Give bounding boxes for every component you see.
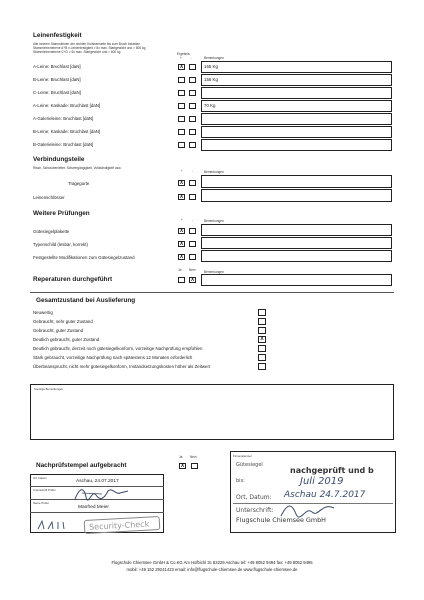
col-ergebnis: Ergebnis <box>177 52 190 56</box>
remark-field[interactable] <box>201 189 392 202</box>
checkbox-zustand[interactable] <box>258 327 266 334</box>
checkbox-ja[interactable] <box>178 277 185 283</box>
checkbox-plus[interactable]: X <box>179 241 184 247</box>
checkbox-minus[interactable] <box>189 194 196 200</box>
footer-contact: mobil: +49 152 29241423 email: info@flugschule-chiemsee.de www.flugschule-chiemsee.de <box>126 567 298 572</box>
row-label: A-Galerieleine: Bruchlast [daN] <box>33 116 94 121</box>
signature-pruefer <box>72 485 132 503</box>
row-label: Typenschild (lesbar, korrekt) <box>33 242 88 247</box>
section-title-verbindungsteile: Verbindungsteile <box>33 156 85 163</box>
section-title-nachpruefstempel: Nachprüfstempel aufgebracht <box>36 462 127 469</box>
list-item-label: Überbeansprucht, nicht mehr gütesiegelkonform, Instandsetzungskosten höher als Zeitwert <box>33 364 211 369</box>
checkbox-minus[interactable] <box>189 142 196 148</box>
checkbox-plus[interactable] <box>178 129 185 135</box>
checkbox-plus[interactable] <box>178 90 185 96</box>
list-item-label: Gebraucht, guter Zustand <box>33 328 84 333</box>
verbindung-note: Risse, Schraubenleiter, Schwergängigkeit, Vollständigkeit usw. <box>33 166 122 170</box>
ort-datum-value[interactable]: Aschau, 24.07.2017 <box>76 479 119 484</box>
checkbox-minus[interactable] <box>189 77 196 83</box>
col-bemerkungen: Bemerkungen <box>204 170 224 174</box>
list-item-label: Stark gebraucht, vorzeitige Nachprüfung nach spätestens 12 Monaten erforderlich <box>33 355 193 360</box>
row-label: A-Leine: Kaskade: Bruchlast [daN] <box>33 103 101 108</box>
stamp-ort-value: Aschau 24.7.2017 <box>284 490 366 500</box>
checkbox-ja[interactable]: X <box>180 463 185 469</box>
row-label: A-Leine: Bruchlast [daN] <box>33 64 81 69</box>
col-plus: + <box>181 218 183 222</box>
col-minus: - <box>192 169 194 173</box>
col-minus: - <box>191 56 193 60</box>
section-title-gesamtzustand: Gesamtzustand bei Auslieferung <box>36 297 136 304</box>
checkbox-minus[interactable] <box>189 64 196 70</box>
row-label: B-Leine: Kaskade: Bruchlast [daN] <box>33 129 101 134</box>
col-bemerkungen: Bemerkungen <box>204 219 224 223</box>
row-label: Tragegurte <box>68 181 90 186</box>
checkbox-plus[interactable]: X <box>179 228 184 234</box>
checkbox-plus[interactable] <box>178 77 185 83</box>
checkbox-zustand[interactable]: X <box>258 336 266 343</box>
list-item-label: Neuwertig <box>33 310 53 315</box>
checkbox-nein[interactable] <box>191 463 198 469</box>
remark-field[interactable] <box>201 250 392 262</box>
row-label: Leinenschlösser <box>33 195 65 200</box>
divider <box>30 292 394 293</box>
checkbox-minus[interactable] <box>189 228 196 234</box>
checkbox-plus[interactable] <box>178 142 185 148</box>
checkbox-plus[interactable]: X <box>179 64 184 70</box>
checkbox-nein[interactable]: X <box>190 277 195 283</box>
checkbox-plus[interactable]: X <box>179 180 184 186</box>
stamp-unterschrift-label: Unterschrift: <box>236 507 274 514</box>
checkbox-minus[interactable] <box>189 116 196 122</box>
row-label: Festgestellte Modifikationen zum Gütesiegelzustand <box>33 255 135 260</box>
section-title-leinenfestigkeit: Leinenfestigkeit <box>33 32 82 39</box>
remark-field[interactable] <box>201 87 392 99</box>
stamp-line-1: Gütesiegel <box>236 462 263 468</box>
row-label: B-Leine: Bruchlast [daN] <box>33 77 81 82</box>
row-label: B-Galerieleine: Bruchlast [daN] <box>33 142 94 147</box>
stamp-ort-label: Ort, Datum: <box>236 494 272 501</box>
leinen-note: Alle inneren Stammleinen der rechten Kulissenseite bis zum Bruch belasten <box>33 42 141 46</box>
row-value: 70 Kg <box>204 102 216 108</box>
col-bemerkungen: Bemerkungen <box>204 270 224 274</box>
stamp-date: Juli 2019 <box>300 476 344 487</box>
unterschrift-pruefer-label: Unterschrift Prüfer <box>33 488 56 492</box>
checkbox-zustand[interactable] <box>258 309 266 316</box>
stamp-line-2: nachgeprüft und b <box>290 466 374 475</box>
checkbox-minus[interactable] <box>189 103 196 109</box>
name-pruefer-value[interactable]: Manfred Meier <box>78 505 109 510</box>
security-check-stamp: Security-Check <box>84 516 161 534</box>
remark-field[interactable] <box>201 175 392 188</box>
checkbox-plus[interactable] <box>178 116 185 122</box>
ort-datum-label: Ort, Datum <box>33 476 47 480</box>
list-item-label: Deutlich gebraucht, guter Zustand <box>33 337 100 342</box>
remark-field[interactable] <box>201 61 392 73</box>
checkbox-zustand[interactable] <box>258 318 266 325</box>
remark-field[interactable] <box>201 74 392 86</box>
remark-field[interactable] <box>201 274 392 286</box>
section-title-reparaturen: Reperaturen durchgeführt <box>33 276 113 283</box>
row-label: C-Leine: Bruchlast [daN] <box>33 90 81 95</box>
firmenstempel-label: Firmenstempel <box>233 454 252 458</box>
remark-field[interactable] <box>201 100 392 112</box>
checkbox-plus[interactable]: X <box>179 254 184 260</box>
initials-signature <box>36 518 72 532</box>
divider <box>30 512 164 513</box>
col-nein: Nein <box>189 268 196 272</box>
section-title-weitere-pruefungen: Weitere Prüfungen <box>33 210 90 217</box>
checkbox-zustand[interactable] <box>258 354 266 361</box>
checkbox-zustand[interactable] <box>258 363 266 370</box>
col-plus: + <box>180 56 182 60</box>
col-nein: Nein <box>190 455 197 459</box>
checkbox-minus[interactable] <box>189 129 196 135</box>
list-item-label: Gebraucht, sehr guter Zustand <box>33 319 93 324</box>
remark-field[interactable] <box>201 224 392 236</box>
row-label: Gütesiegelplakette <box>33 229 70 234</box>
sonstige-label: Sonstige Bemerkungen <box>34 387 64 391</box>
checkbox-plus[interactable]: X <box>179 194 184 200</box>
row-value: 156 Kg <box>204 76 218 82</box>
checkbox-minus[interactable] <box>189 254 196 260</box>
col-ja: Ja <box>179 455 183 459</box>
remark-field[interactable] <box>201 113 392 125</box>
sonstige-bemerkungen-field[interactable] <box>30 384 394 440</box>
col-plus: + <box>181 169 183 173</box>
name-pruefer-label: Name Prüfer <box>33 501 49 505</box>
checkbox-zustand[interactable] <box>258 345 266 352</box>
stamp-company: Flugschule Chiemsee GmbH <box>236 516 326 524</box>
remark-field[interactable] <box>201 139 392 151</box>
checkbox-minus[interactable] <box>189 241 196 247</box>
col-minus: - <box>192 218 194 222</box>
checkbox-plus[interactable] <box>178 103 185 109</box>
stamp-line-3: bis: <box>236 478 245 484</box>
checkbox-minus[interactable] <box>189 180 196 186</box>
remark-field[interactable] <box>201 126 392 138</box>
footer-address: Flugschule Chiemsee GmbH & Co.KG Am Hofbichl 3c 83229 Aschau tel: +49 8052 9494 fax: +49 8052 9495 <box>111 560 313 565</box>
leinen-formula-1: Stammleinenebene A+B x Leinenfestigkeit > 8x max. Startgewicht und > 800 kg <box>33 46 146 50</box>
row-value: 165 Kg <box>204 63 218 69</box>
remark-field[interactable] <box>201 237 392 249</box>
col-bemerkungen: Bemerkungen <box>204 56 224 60</box>
list-item-label: Deutlich gebraucht, derzeit noch gütesiegelkonform, vorzeitige Nachprüfung empfohlen <box>33 346 203 351</box>
checkbox-minus[interactable] <box>189 90 196 96</box>
col-ja: Ja <box>178 268 182 272</box>
leinen-formula-2: Stammleinenebene C+D > 6x max. Startgewicht und > 600 kg <box>33 50 121 54</box>
